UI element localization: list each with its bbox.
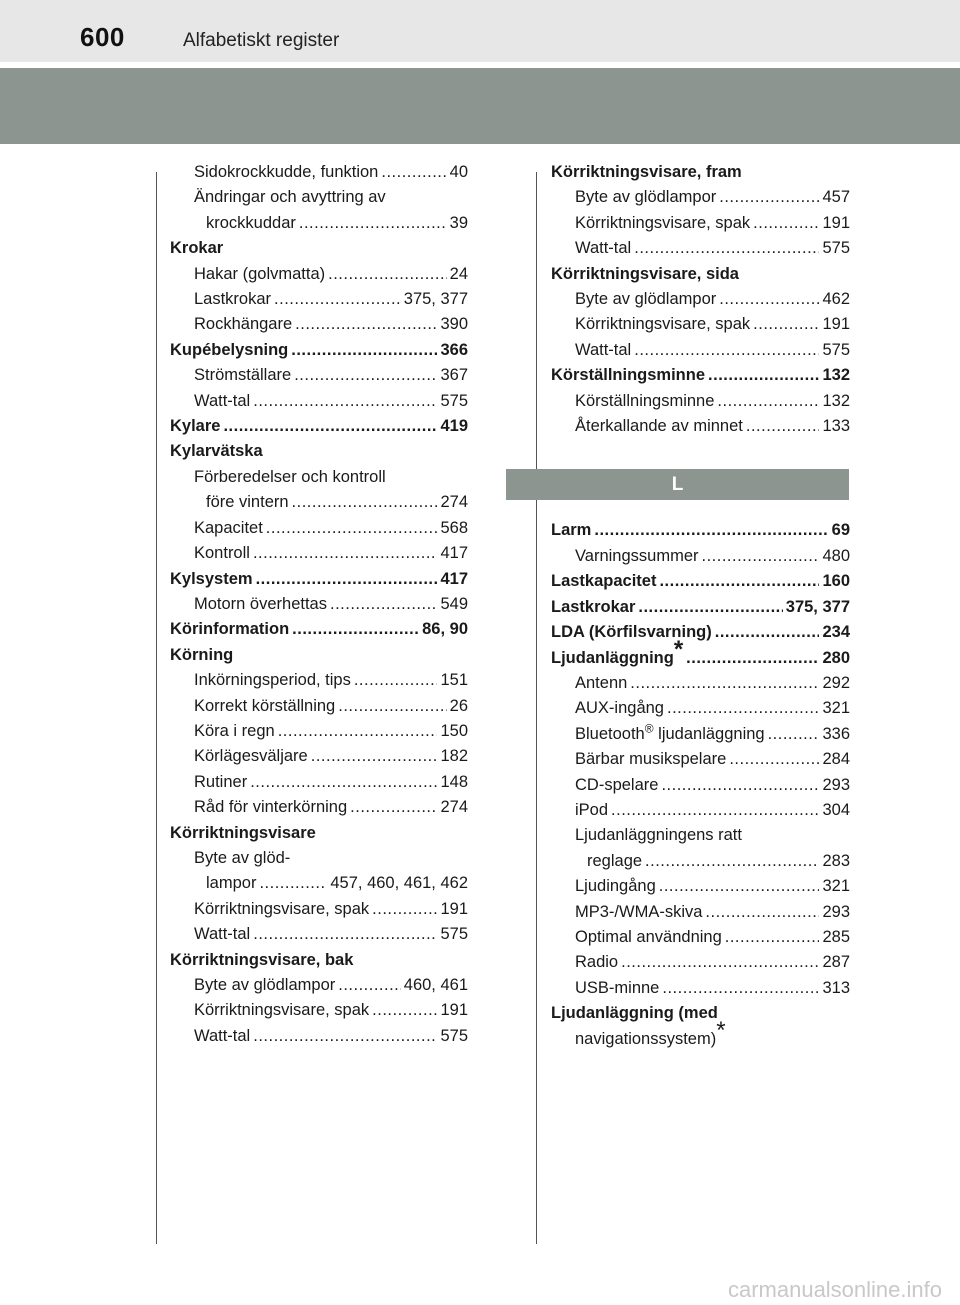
dot-leader — [630, 671, 819, 696]
dot-leader — [328, 262, 447, 287]
dot-leader — [311, 744, 438, 769]
index-entry — [551, 976, 850, 1001]
page-ref: 417 — [440, 544, 468, 563]
entry-label: Kylsystem — [170, 569, 253, 588]
dot-leader — [638, 595, 782, 620]
dot-leader — [701, 544, 819, 569]
page-ref: 321 — [822, 699, 850, 718]
entry-label: Körställningsminne — [551, 366, 706, 385]
page-ref: 366 — [440, 340, 468, 359]
page-ref: 151 — [440, 671, 468, 690]
dot-leader — [266, 516, 438, 541]
index-entry — [170, 363, 468, 388]
dot-leader — [294, 363, 437, 388]
header-strip — [0, 0, 960, 62]
entry-label: Watt-tal — [194, 925, 251, 944]
entry-label: Lastkapacitet — [551, 572, 657, 591]
entry-label: iPod — [575, 800, 609, 819]
index-entry — [551, 236, 850, 261]
entry-label: Körriktningsvisare — [170, 823, 316, 842]
index-entry — [170, 465, 468, 490]
dot-leader — [338, 973, 401, 998]
index-entry — [170, 592, 468, 617]
index-entry — [551, 925, 850, 950]
page-ref: 191 — [822, 315, 850, 334]
entry-label: Radio — [575, 953, 619, 972]
entry-label: Köra i regn — [194, 721, 275, 740]
page-ref: 575 — [440, 925, 468, 944]
page-ref: 160 — [822, 572, 850, 591]
page-ref: 182 — [440, 747, 468, 766]
index-entry — [551, 798, 850, 823]
page-ref: 367 — [440, 366, 468, 385]
entry-label: navigationssystem)* — [575, 1016, 726, 1048]
dot-leader — [354, 668, 438, 693]
index-entry — [170, 897, 468, 922]
dot-leader — [708, 363, 819, 388]
page-ref: 191 — [822, 213, 850, 232]
entry-label: Körriktningsvisare, spak — [575, 213, 751, 232]
index-entry — [551, 671, 850, 696]
index-entry — [551, 312, 850, 337]
entry-label: Krokar — [170, 239, 224, 258]
index-entry — [170, 262, 468, 287]
index-entry — [551, 287, 850, 312]
entry-label: reglage — [587, 851, 643, 870]
dot-leader — [253, 922, 437, 947]
index-entry — [551, 1016, 850, 1052]
page-ref: 457, 460, 461, 462 — [330, 874, 468, 893]
dot-leader — [253, 541, 438, 566]
index-column-left — [170, 160, 468, 1049]
entry-label: Byte av glödlampor — [194, 976, 336, 994]
entry-label: Kylarvätska — [170, 442, 263, 461]
index-entry — [170, 871, 468, 896]
entry-label: krockkuddar — [206, 213, 296, 232]
entry-label: Korrekt körställning — [194, 696, 336, 715]
page-ref: 460, 461 — [403, 976, 468, 994]
index-entry — [170, 439, 468, 464]
entry-label: Körriktningsvisare, sida — [551, 264, 739, 283]
dot-leader — [372, 897, 437, 922]
entry-label: Körriktningsvisare, spak — [194, 899, 370, 918]
page-ref: 280 — [822, 648, 850, 667]
dot-leader — [611, 798, 819, 823]
dot-leader — [659, 569, 819, 594]
dot-leader — [659, 874, 820, 899]
page-ref: 132 — [822, 366, 850, 385]
dot-leader — [729, 747, 819, 772]
entry-label: Kapacitet — [194, 518, 263, 537]
entry-superscript: * — [716, 1016, 726, 1044]
entry-label: Kontroll — [194, 544, 250, 563]
dot-leader — [253, 1024, 437, 1049]
dot-leader — [295, 312, 437, 337]
entry-superscript: * — [673, 635, 684, 663]
header-banner — [0, 68, 960, 144]
dot-leader — [645, 849, 819, 874]
index-group-k — [551, 160, 850, 439]
index-group-l — [551, 518, 850, 1052]
entry-label: före vintern — [206, 493, 289, 512]
page-ref: 417 — [440, 569, 468, 588]
dot-leader — [594, 518, 828, 543]
index-entry — [170, 516, 468, 541]
dot-leader — [274, 287, 401, 312]
entry-label: Lastkrokar — [194, 290, 272, 309]
dot-leader — [746, 414, 820, 439]
page-ref: 568 — [440, 518, 468, 537]
entry-label: Ljudanläggning* — [551, 635, 684, 667]
index-entry — [551, 363, 850, 388]
index-entry — [170, 719, 468, 744]
dot-leader — [338, 694, 446, 719]
index-entry — [551, 338, 850, 363]
index-entry — [551, 722, 850, 747]
entry-label: Byte av glöd- — [194, 848, 291, 867]
index-entry — [551, 849, 850, 874]
entry-label: CD-spelare — [575, 775, 659, 794]
page-ref: 480 — [822, 546, 850, 565]
index-entry — [170, 160, 468, 185]
entry-label: Körning — [170, 645, 234, 664]
index-entry — [170, 338, 468, 363]
dot-leader — [719, 287, 819, 312]
entry-label: Byte av glödlampor — [575, 188, 717, 207]
page-ref: 69 — [831, 521, 850, 540]
page-ref: 191 — [440, 1001, 468, 1020]
index-entry — [551, 823, 850, 848]
dot-leader — [253, 389, 437, 414]
index-entry — [551, 900, 850, 925]
page-number: 600 — [80, 22, 125, 52]
entry-label: Bluetooth® ljudanläggning — [575, 721, 765, 743]
page-ref: 274 — [440, 798, 468, 817]
index-entry — [170, 770, 468, 795]
page-ref: 284 — [822, 750, 850, 769]
dot-leader — [662, 976, 819, 1001]
entry-label: Körriktningsvisare, bak — [170, 950, 354, 969]
index-entry — [170, 567, 468, 592]
index-entry — [551, 635, 850, 671]
entry-label: Ljudanläggningens ratt — [575, 826, 742, 845]
index-entry — [551, 569, 850, 594]
index-entry — [551, 544, 850, 569]
dot-leader — [768, 722, 820, 747]
entry-label: Sidokrockkudde, funktion — [194, 163, 379, 181]
dot-leader — [292, 617, 419, 642]
index-entry — [170, 617, 468, 642]
dot-leader — [223, 414, 437, 439]
entry-label: Antenn — [575, 673, 628, 692]
page-ref: 336 — [822, 724, 850, 743]
entry-label: Strömställare — [194, 366, 292, 385]
entry-label: Watt-tal — [575, 239, 632, 258]
entry-label: USB-minne — [575, 978, 660, 997]
index-entry — [551, 773, 850, 798]
watermark: carmanualsonline.info — [727, 1277, 942, 1302]
dot-leader — [292, 490, 438, 515]
dot-leader — [715, 620, 820, 645]
index-entry — [551, 620, 850, 645]
page-ref: 390 — [440, 315, 468, 334]
entry-label: AUX-ingång — [575, 699, 664, 718]
entry-label: MP3-/WMA-skiva — [575, 902, 703, 921]
entry-label: Bärbar musikspelare — [575, 750, 727, 769]
index-entry — [170, 998, 468, 1023]
entry-label: Motorn överhettas — [194, 594, 327, 613]
index-entry — [170, 846, 468, 871]
index-entry — [551, 185, 850, 210]
page-ref: 150 — [440, 721, 468, 740]
dot-leader — [291, 338, 437, 363]
dot-leader — [717, 389, 819, 414]
entry-label: Körriktningsvisare, spak — [194, 1001, 370, 1020]
page-ref: 549 — [440, 594, 468, 613]
page-ref: 462 — [822, 290, 850, 309]
entry-label: Byte av glödlampor — [575, 290, 717, 309]
index-entry — [551, 160, 850, 185]
entry-label: Optimal användning — [575, 927, 722, 946]
page-ref: 191 — [440, 899, 468, 918]
page-ref: 133 — [822, 417, 850, 436]
index-entry — [170, 389, 468, 414]
page-ref: 457 — [822, 188, 850, 207]
dot-leader — [256, 567, 438, 592]
page-ref: 39 — [449, 213, 468, 232]
entry-label: Kylare — [170, 417, 221, 436]
entry-label: Watt-tal — [575, 340, 632, 359]
entry-label: Inkörningsperiod, tips — [194, 671, 351, 690]
entry-label: Återkallande av minnet — [575, 417, 743, 436]
entry-label: Rutiner — [194, 772, 248, 791]
index-entry — [170, 795, 468, 820]
entry-label: Lastkrokar — [551, 597, 636, 616]
page-ref: 321 — [822, 877, 850, 896]
entry-label: Kupébelysning — [170, 340, 289, 359]
page-ref: 274 — [440, 493, 468, 512]
page-ref: 575 — [440, 391, 468, 410]
entry-label: Varningssummer — [575, 546, 699, 565]
page-ref: 132 — [822, 391, 850, 410]
dot-leader — [259, 871, 327, 896]
page-ref: 285 — [822, 927, 850, 946]
page-ref: 293 — [822, 902, 850, 921]
page-ref: 292 — [822, 673, 850, 692]
right-column-rule — [536, 172, 537, 1244]
dot-leader — [372, 998, 437, 1023]
index-entry — [551, 696, 850, 721]
index-entry — [170, 414, 468, 439]
page-ref: 234 — [822, 623, 850, 642]
dot-leader — [667, 696, 819, 721]
index-entry — [170, 694, 468, 719]
entry-label: Körlägesväljare — [194, 747, 308, 766]
page-ref: 148 — [440, 772, 468, 791]
page-ref: 40 — [449, 163, 468, 181]
dot-leader — [330, 592, 437, 617]
page-ref: 375, 377 — [785, 597, 850, 616]
entry-label: Ändringar och avyttring av — [194, 188, 386, 207]
index-entry — [170, 185, 468, 210]
dot-leader — [621, 950, 819, 975]
index-entry — [551, 950, 850, 975]
index-entry — [551, 1001, 850, 1026]
entry-label: Watt-tal — [194, 1026, 251, 1045]
index-entry — [551, 595, 850, 620]
entry-label: Körriktningsvisare, spak — [575, 315, 751, 334]
index-entry — [170, 541, 468, 566]
entry-label: Körställningsminne — [575, 391, 715, 410]
entry-label: Körriktningsvisare, fram — [551, 163, 742, 181]
page-ref: 24 — [449, 264, 468, 283]
entry-label: Ljudanläggning (med — [551, 1004, 718, 1023]
dot-leader — [634, 236, 819, 261]
entry-label: lampor — [206, 874, 257, 893]
entry-label: Watt-tal — [194, 391, 251, 410]
dot-leader — [381, 160, 446, 185]
dot-leader — [299, 211, 447, 236]
dot-leader — [705, 900, 819, 925]
index-entry — [551, 262, 850, 287]
entry-label: Larm — [551, 521, 592, 540]
index-entry — [170, 948, 468, 973]
index-entry — [170, 490, 468, 515]
page-ref: 375, 377 — [403, 290, 468, 309]
index-entry — [170, 668, 468, 693]
index-entry — [551, 518, 850, 543]
page-ref: 575 — [440, 1026, 468, 1045]
left-column-rule — [156, 172, 157, 1244]
page-ref: 283 — [822, 851, 850, 870]
index-entry — [170, 287, 468, 312]
page-ref: 575 — [822, 340, 850, 359]
entry-label: Råd för vinterkörning — [194, 798, 348, 817]
index-entry — [551, 414, 850, 439]
page-ref: 86, 90 — [422, 620, 468, 639]
page-ref: 26 — [449, 696, 468, 715]
page-title: Alfabetiskt register — [183, 30, 340, 51]
entry-label: Ljudingång — [575, 877, 656, 896]
index-entry — [170, 211, 468, 236]
entry-label: Förberedelser och kontroll — [194, 467, 386, 486]
dot-leader — [350, 795, 437, 820]
dot-leader — [634, 338, 819, 363]
page-ref: 293 — [822, 775, 850, 794]
page-ref: 304 — [822, 800, 850, 819]
dot-leader — [753, 211, 819, 236]
index-entry — [551, 874, 850, 899]
entry-label: LDA (Körfilsvarning) — [551, 623, 712, 642]
page-ref: 575 — [822, 239, 850, 258]
dot-leader — [661, 773, 819, 798]
index-entry — [170, 744, 468, 769]
index-entry — [551, 747, 850, 772]
index-entry — [170, 643, 468, 668]
index-entry — [551, 211, 850, 236]
index-entry — [170, 922, 468, 947]
page-ref: 287 — [822, 953, 850, 972]
entry-label: Rockhängare — [194, 315, 293, 334]
dot-leader — [686, 646, 819, 671]
dot-leader — [753, 312, 819, 337]
entry-label: Körinformation — [170, 620, 290, 639]
index-column-right — [551, 160, 850, 1052]
index-entry — [170, 236, 468, 261]
entry-label: Hakar (golvmatta) — [194, 264, 326, 283]
section-letter-bar: L — [506, 469, 849, 500]
dot-leader — [250, 770, 437, 795]
index-entry — [170, 312, 468, 337]
page-ref: 419 — [440, 417, 468, 436]
dot-leader — [278, 719, 438, 744]
dot-leader — [725, 925, 820, 950]
index-entry — [170, 1024, 468, 1049]
index-entry — [170, 973, 468, 998]
entry-superscript: ® — [644, 721, 654, 736]
index-entry — [551, 389, 850, 414]
index-entry — [170, 821, 468, 846]
page-ref: 313 — [822, 978, 850, 997]
dot-leader — [719, 185, 819, 210]
